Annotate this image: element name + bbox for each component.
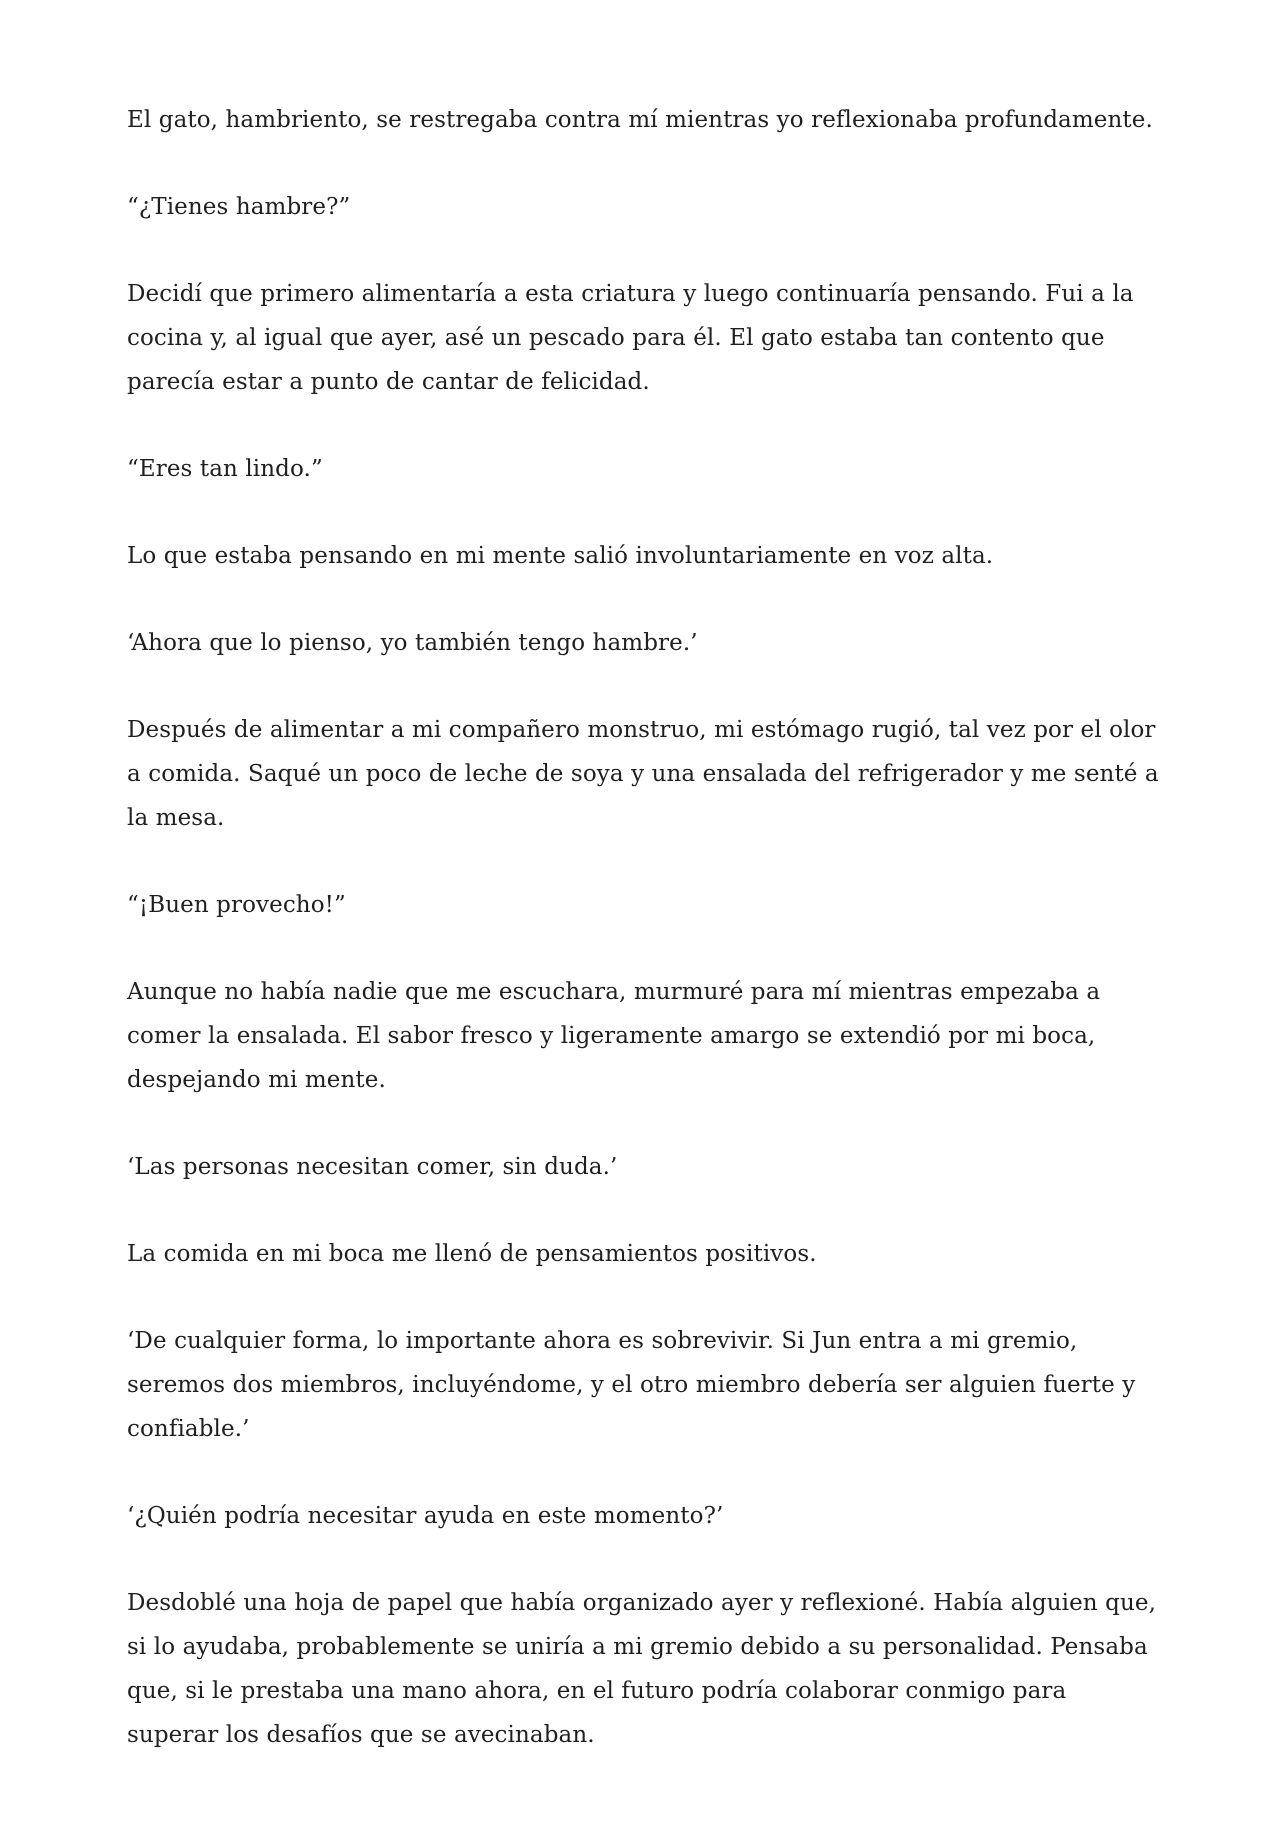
paragraph: “Eres tan lindo.” — [127, 456, 323, 482]
paragraph: La comida en mi boca me llenó de pensamientos positivos. — [127, 1241, 817, 1267]
paragraph: Decidí que primero alimentaría a esta criatura y luego continuaría pensando. Fui a la cocina y, al igual que ayer, asé un pescado para él. El gato estaba tan contento que parecía estar a punto de cantar de felicidad. — [127, 281, 1134, 395]
paragraph: Lo que estaba pensando en mi mente salió involuntariamente en voz alta. — [127, 543, 994, 569]
paragraph: ‘Ahora que lo pienso, yo también tengo hambre.’ — [127, 630, 698, 656]
paragraph: Aunque no había nadie que me escuchara, murmuré para mí mientras empezaba a comer la ensalada. El sabor fresco y ligeramente amargo se extendió por mi boca, despejando mi mente. — [127, 979, 1101, 1093]
paragraph: ‘Las personas necesitan comer, sin duda.’ — [127, 1154, 618, 1180]
paragraph: “¡Buen provecho!” — [127, 892, 346, 918]
paragraph: ‘De cualquier forma, lo importante ahora es sobrevivir. Si Jun entra a mi gremio, seremos dos miembros, incluyéndome, y el otro miembro debería ser alguien fuerte y confiable.’ — [127, 1328, 1136, 1442]
paragraph: Después de alimentar a mi compañero monstruo, mi estómago rugió, tal vez por el olor a comida. Saqué un poco de leche de soya y una ensalada del refrigerador y me senté a la mesa. — [127, 717, 1159, 831]
paragraph: El gato, hambriento, se restregaba contra mí mientras yo reflexionaba profundamente. — [127, 107, 1153, 133]
paragraph: ‘¿Quién podría necesitar ayuda en este momento?’ — [127, 1503, 724, 1529]
paragraph: Desdoblé una hoja de papel que había organizado ayer y reflexioné. Había alguien que, si lo ayudaba, probablemente se uniría a mi gremio debido a su personalidad. Pensaba que, si le prestaba una mano ahora, en el futuro podría colaborar conmigo para superar los desafíos que se avecinaban. — [127, 1590, 1156, 1748]
paragraph: “¿Tienes hambre?” — [127, 194, 351, 220]
story-text — [127, 98, 1160, 1757]
